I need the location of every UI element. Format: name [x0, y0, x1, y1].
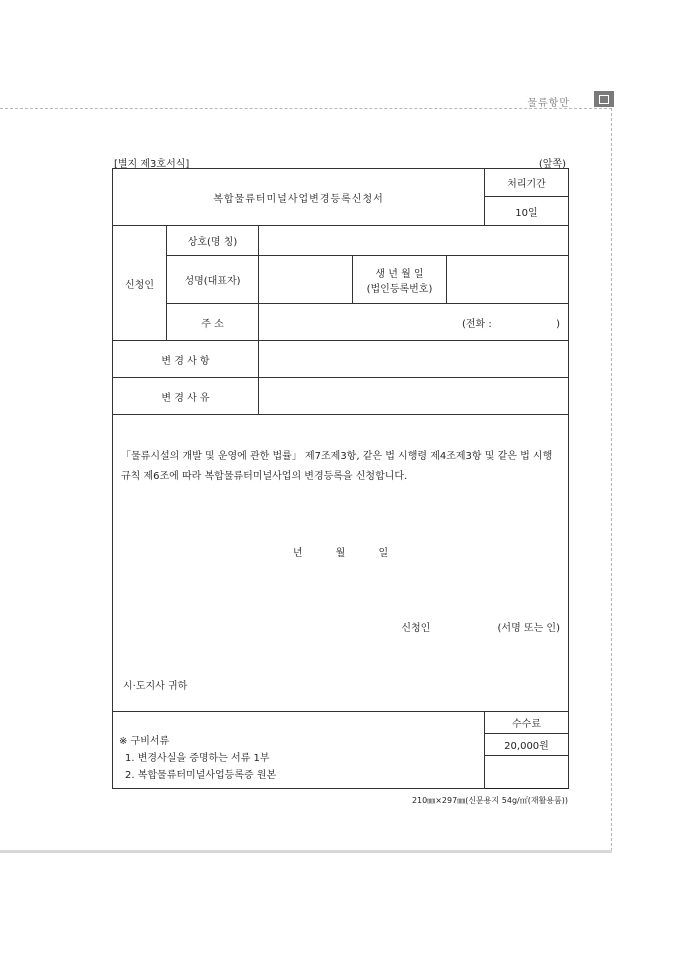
address-label: 주 소 [167, 304, 259, 341]
phone-close: ) [556, 318, 560, 330]
document-item: 1. 변경사실을 증명하는 서류 1부 [125, 753, 270, 764]
date-line: 년 월 일 [292, 548, 389, 559]
page-side-label: (앞쪽) [538, 159, 566, 170]
fee-label: 수수료 [485, 712, 569, 734]
signature-label: 신청인 [401, 623, 431, 634]
processing-period-value: 10일 [485, 197, 569, 226]
fee-value: 20,000원 [485, 734, 569, 756]
section-marker-icon [594, 91, 614, 107]
application-form [112, 168, 569, 789]
signature-line [121, 619, 560, 634]
fee-empty [485, 756, 569, 789]
signature-mark: (서명 또는 인) [497, 623, 560, 634]
page-bottom-shadow [0, 850, 612, 853]
birth-date-label [353, 256, 447, 304]
change-reason-field[interactable] [259, 378, 569, 415]
representative-field[interactable] [259, 256, 353, 304]
birth-date-label-line1: 생 년 월 일 [375, 268, 424, 280]
company-name-label: 상호(명 칭) [167, 226, 259, 256]
representative-label: 성명(대표자) [167, 256, 259, 304]
paper-spec-note: 210㎜×297㎜(신문용지 54g/㎡(재활용품)) [411, 796, 568, 805]
form-number: [별지 제3호서식] [114, 159, 190, 170]
change-items-field[interactable] [259, 341, 569, 378]
required-documents [113, 712, 485, 789]
declaration-section [113, 415, 569, 712]
applicant-group-label: 신청인 [113, 226, 167, 341]
declaration-text: 「물류시설의 개발 및 운영에 관한 법률」 제7조제3항, 같은 법 시행령 제4조제3항 및 같은 법 시행규칙 제6조에 따라 복합물류터미널사업의 변경등록을 신청합니다. [121, 451, 553, 482]
form-title: 복합물류터미널사업변경등록신청서 [113, 169, 485, 226]
birth-date-label-line2: (법인등록번호) [366, 283, 433, 295]
processing-period-label: 처리기간 [485, 169, 569, 197]
change-reason-label: 변 경 사 유 [113, 378, 259, 415]
birth-date-field[interactable] [447, 256, 569, 304]
change-items-label: 변 경 사 항 [113, 341, 259, 378]
address-field[interactable] [259, 304, 569, 341]
document-item: 2. 복합물류터미널사업등록증 원본 [125, 770, 277, 781]
phone-label: (전화 : [461, 318, 492, 330]
header-section-label: 물류항만 [527, 98, 570, 109]
documents-heading: ※ 구비서류 [119, 736, 170, 747]
recipient: 시·도지사 귀하 [123, 681, 188, 692]
company-name-field[interactable] [259, 226, 569, 256]
